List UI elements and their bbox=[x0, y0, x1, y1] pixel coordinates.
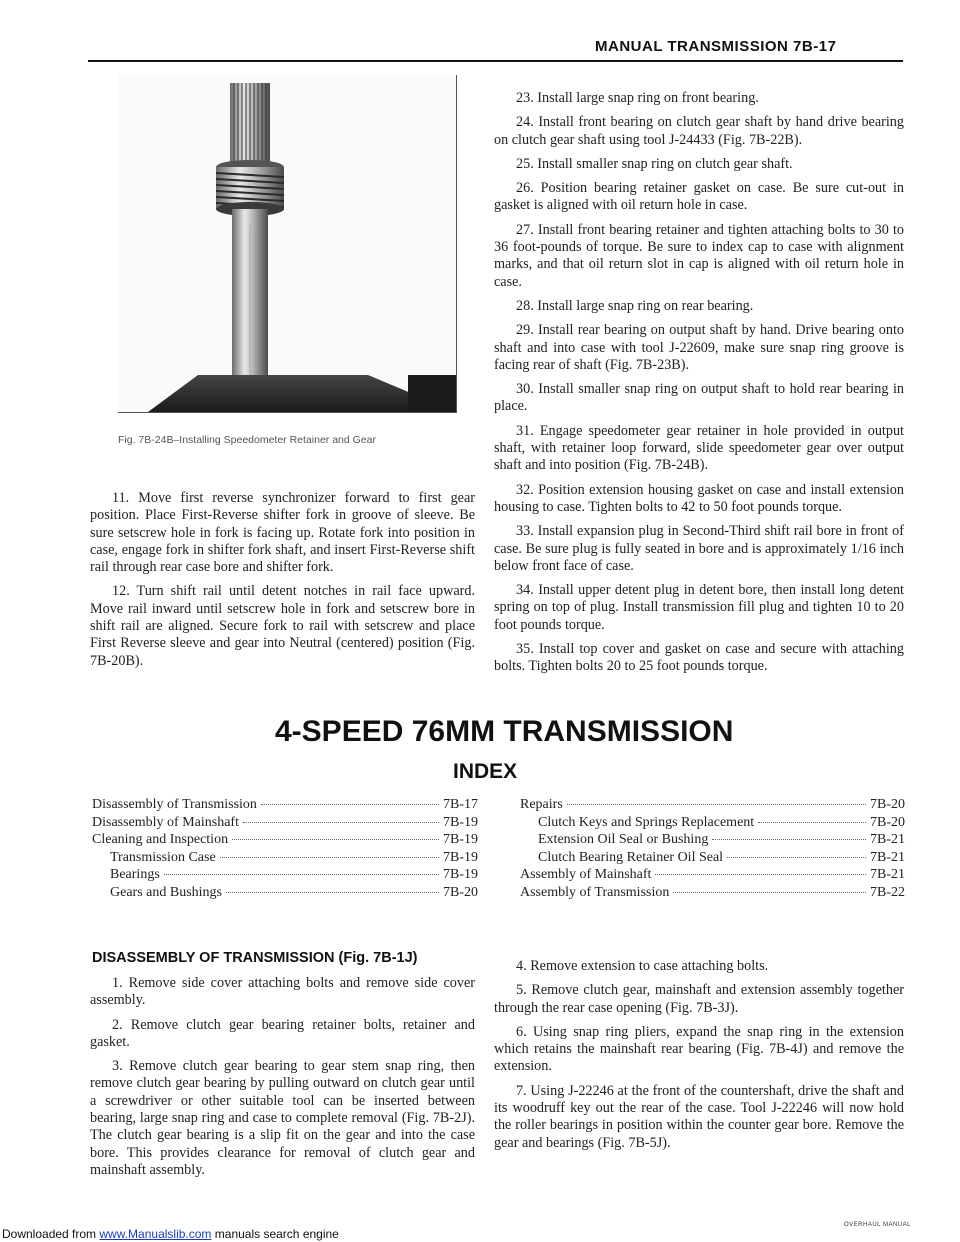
paragraph: 26. Position bearing retainer gasket on case. Be sure cut-out in gasket is aligned with oil return hole in case. bbox=[494, 180, 904, 214]
section-subtitle: INDEX bbox=[453, 760, 518, 783]
paragraph: 35. Install top cover and gasket on case and secure with attaching bolts. Tighten bolts 20 to 25 foot pounds torque. bbox=[494, 641, 904, 675]
index-entry[interactable]: Clutch Bearing Retainer Oil Seal 7B-21 bbox=[538, 849, 905, 865]
disassembly-heading: DISASSEMBLY OF TRANSMISSION (Fig. 7B-1J) bbox=[92, 950, 418, 966]
index-entry[interactable]: Disassembly of Mainshaft 7B-19 bbox=[92, 814, 478, 830]
index-entry[interactable]: Bearings 7B-19 bbox=[110, 867, 478, 883]
paragraph: 30. Install smaller snap ring on output shaft to hold rear bearing in place. bbox=[494, 381, 904, 415]
left-bottom-column bbox=[90, 975, 475, 1186]
paragraph: 11. Move first reverse synchronizer forward to first gear position. Place First-Reverse shifter fork in groove of sleeve. Be sure setscrew hole in fork is facing up. Rotate fork into position in case, engage fork in shifter fork shaft, and insert First-Reverse shift rail through rear case bore and shifter fork. bbox=[90, 490, 475, 576]
paragraph: 25. Install smaller snap ring on clutch gear shaft. bbox=[516, 155, 793, 172]
paragraph: 2. Remove clutch gear bearing retainer bolts, retainer and gasket. bbox=[90, 1016, 475, 1050]
paragraph: 33. Install expansion plug in Second-Third shift rail bore in front of case. Be sure plug is fully seated in bore and is approximately 1/16 inch below front face of case. bbox=[494, 523, 904, 574]
paragraph: 31. Engage speedometer gear retainer in hole provided in output shaft, with retainer loop forward, slide speedometer gear over output shaft and into position (Fig. 7B-24B). bbox=[494, 422, 904, 474]
header-rule bbox=[88, 60, 903, 62]
paragraph: 1. Remove side cover attaching bolts and remove side cover assembly. bbox=[90, 975, 475, 1009]
right-bottom-column bbox=[494, 958, 904, 1159]
manualslib-link[interactable]: www.Manualslib.com bbox=[99, 1227, 212, 1241]
paragraph: 5. Remove clutch gear, mainshaft and extension assembly together through the rear case opening (Fig. 7B-3J). bbox=[494, 982, 904, 1016]
index-entry[interactable]: Extension Oil Seal or Bushing 7B-21 bbox=[538, 832, 905, 848]
paragraph: 3. Remove clutch gear bearing to gear stem snap ring, then remove clutch gear bearing by pulling outward on clutch gear until a screwdriver or other suitable tool can be inserted between bearing, large snap ring and case to complete removal (Fig. 7B-2J). The clutch gear bearing is a slip fit on the gear and into the case bore. This provides clearance for removal of clutch gear and mainshaft assembly. bbox=[90, 1058, 475, 1178]
index-entry[interactable]: Clutch Keys and Springs Replacement 7B-20 bbox=[538, 814, 905, 830]
paragraph: 7. Using J-22246 at the front of the countershaft, drive the shaft and its woodruff key out the rear of the case. Tool J-22246 will now hold the roller bearings in position within the counter gear bore. Remove the gear and bearings (Fig. 7B-5J). bbox=[494, 1082, 904, 1151]
paragraph: 23. Install large snap ring on front bearing. bbox=[516, 90, 759, 106]
index-entry[interactable]: Repairs 7B-20 bbox=[520, 797, 905, 812]
paragraph: 34. Install upper detent plug in detent bore, then install long detent spring on top of plug. Install transmission fill plug and tighten 10 to 20 foot pounds torque. bbox=[494, 582, 904, 633]
paragraph: 32. Position extension housing gasket on case and install extension housing to case. Tighten bolts to 42 to 50 foot pounds torque. bbox=[494, 481, 904, 515]
index-entry[interactable]: Gears and Bushings 7B-20 bbox=[110, 884, 478, 900]
paragraph: 12. Turn shift rail until detent notches in rail face upward. Move rail inward until setscrew hole in fork and setscrew bore in shift rail are aligned. Secure fork to rail with setscrew and place First Reverse sleeve and gear into Neutral (centered) position (Fig. 7B-20B). bbox=[90, 583, 475, 669]
paragraph: 6. Using snap ring pliers, expand the snap ring in the extension which retains the mainshaft rear bearing (Fig. 7B-4J) and remove the extension. bbox=[494, 1023, 904, 1075]
paragraph: 4. Remove extension to case attaching bolts. bbox=[516, 958, 769, 974]
speedometer-gear-photo bbox=[118, 75, 456, 412]
index-entry[interactable]: Assembly of Transmission 7B-22 bbox=[520, 884, 905, 900]
index-entry[interactable]: Disassembly of Transmission 7B-17 bbox=[92, 797, 478, 812]
index-entry[interactable]: Cleaning and Inspection 7B-19 bbox=[92, 832, 478, 848]
index-entry[interactable]: Assembly of Mainshaft 7B-21 bbox=[520, 867, 905, 883]
paragraph: 28. Install large snap ring on rear bearing. bbox=[516, 297, 754, 314]
left-top-column bbox=[90, 490, 475, 677]
figure-caption: Fig. 7B-24B–Installing Speedometer Retainer and Gear bbox=[118, 434, 376, 446]
section-title: 4-SPEED 76MM TRANSMISSION bbox=[275, 715, 734, 748]
right-top-column bbox=[494, 90, 904, 683]
index-left bbox=[92, 796, 478, 902]
index-entry[interactable]: Transmission Case 7B-19 bbox=[110, 849, 478, 865]
index-right bbox=[520, 796, 905, 902]
figure-photo bbox=[118, 75, 457, 413]
paragraph: 24. Install front bearing on clutch gear shaft by hand drive bearing on clutch gear shaft using tool J-24433 (Fig. 7B-22B). bbox=[494, 114, 904, 148]
footer-mark: OVERHAUL MANUAL bbox=[844, 1222, 911, 1228]
paragraph: 29. Install rear bearing on output shaft by hand. Drive bearing onto shaft and into case with tool J-22609, make sure snap ring groove is facing rear of shaft (Fig. 7B-23B). bbox=[494, 322, 904, 373]
download-footer: Downloaded from www.Manualslib.com manuals search engine bbox=[2, 1227, 339, 1241]
paragraph: 27. Install front bearing retainer and tighten attaching bolts to 30 to 36 foot-pounds of torque. Be sure to index cap to case with alignment marks, and that oil return slot in cap is aligned with oil return hole in case. bbox=[494, 221, 904, 290]
page-header: MANUAL TRANSMISSION 7B-17 bbox=[595, 38, 837, 55]
